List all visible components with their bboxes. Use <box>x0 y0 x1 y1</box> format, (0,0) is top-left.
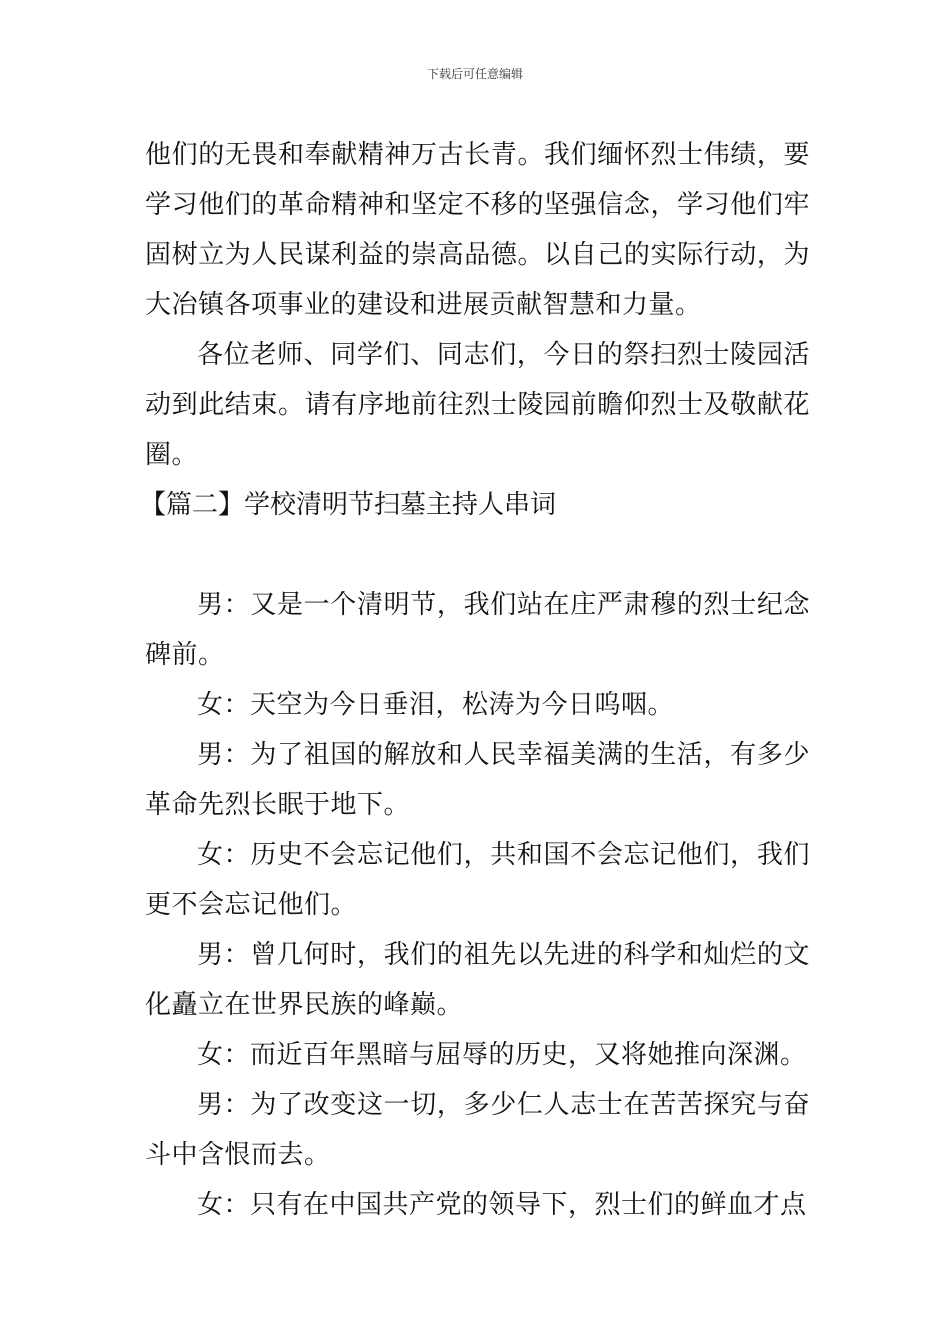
dialogue-line: 男：为了改变这一切，多少仁人志士在苦苦探究与奋斗中含恨而去。 <box>145 1090 810 1170</box>
dialogue-line: 男：曾几何时，我们的祖先以先进的科学和灿烂的文化矗立在世界民族的峰巅。 <box>145 940 810 1020</box>
dialogue-line: 女：天空为今日垂泪，松涛为今日呜咽。 <box>197 690 675 720</box>
dialogue-line: 男：又是一个清明节，我们站在庄严肃穆的烈士纪念碑前。 <box>145 590 810 670</box>
paragraph: 他们的无畏和奉献精神万古长青。我们缅怀烈士伟绩，要学习他们的革命精神和坚定不移的坚强信念，学习他们牢固树立为人民谋利益的崇高品德。以自己的实际行动，为大冶镇各项事业的建设和进展贡献智慧和力量。 <box>145 140 810 320</box>
dialogue-line: 女：只有在中国共产党的领导下，烈士们的鲜血才点 <box>197 1190 807 1220</box>
section-heading: 【篇二】学校清明节扫墓主持人串词 <box>140 490 557 520</box>
paragraph: 各位老师、同学们、同志们，今日的祭扫烈士陵园活动到此结束。请有序地前往烈士陵园前瞻仰烈士及敬献花圈。 <box>145 340 810 470</box>
document-body <box>140 130 810 1230</box>
dialogue-line: 女：而近百年黑暗与屈辱的历史，又将她推向深渊。 <box>197 1040 807 1070</box>
page-header-note: 下载后可任意编辑 <box>426 67 523 81</box>
dialogue-line: 女：历史不会忘记他们，共和国不会忘记他们，我们更不会忘记他们。 <box>145 840 810 920</box>
dialogue-line: 男：为了祖国的解放和人民幸福美满的生活，有多少革命先烈长眠于地下。 <box>145 740 810 820</box>
spacer <box>145 530 810 580</box>
